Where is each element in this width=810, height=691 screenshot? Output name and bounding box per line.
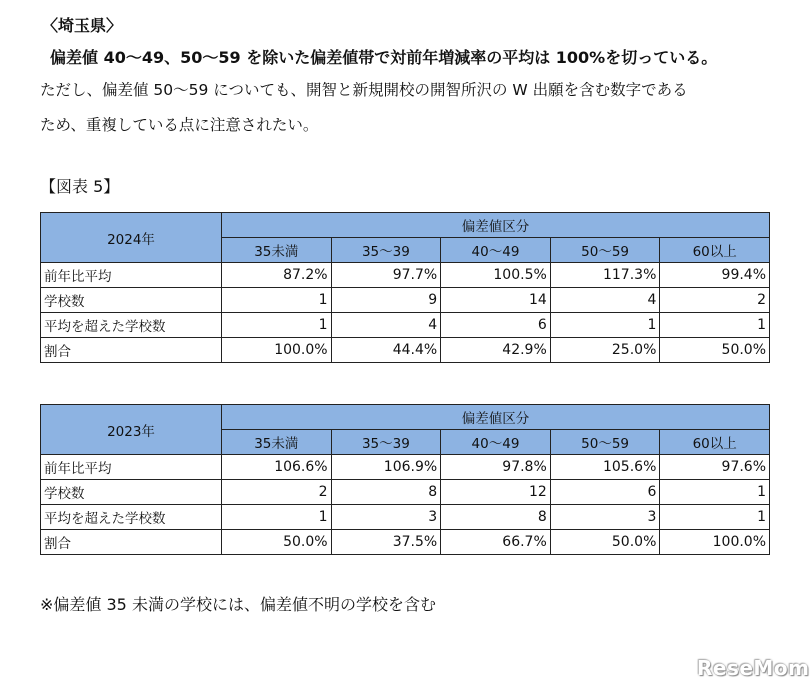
table-header-row <box>41 405 770 430</box>
category-header: 50〜59 <box>550 238 660 263</box>
table-cell: 105.6% <box>550 455 660 480</box>
table-cell: 97.7% <box>331 263 441 288</box>
year-header: 2023年 <box>41 405 222 455</box>
table-cell: 4 <box>550 288 660 313</box>
table-row <box>41 313 770 338</box>
table-cell: 2 <box>660 288 770 313</box>
footnote: ※偏差値 35 未満の学校には、偏差値不明の学校を含む <box>40 595 436 614</box>
figure-label: 【図表 5】 <box>40 177 120 196</box>
row-label: 平均を超えた学校数 <box>41 505 222 530</box>
table-cell: 106.6% <box>222 455 332 480</box>
table-cell: 117.3% <box>550 263 660 288</box>
table-row <box>41 455 770 480</box>
row-label: 学校数 <box>41 480 222 505</box>
table-row <box>41 263 770 288</box>
table-cell: 1 <box>222 313 332 338</box>
table-cell: 97.8% <box>441 455 551 480</box>
table-2024 <box>40 212 770 363</box>
category-header: 35〜39 <box>331 238 441 263</box>
table-cell: 99.4% <box>660 263 770 288</box>
table-cell: 50.0% <box>550 530 660 555</box>
row-label: 割合 <box>41 338 222 363</box>
category-header: 35〜39 <box>331 430 441 455</box>
category-header: 40〜49 <box>441 430 551 455</box>
table-cell: 1 <box>660 313 770 338</box>
table-row <box>41 530 770 555</box>
table-cell: 100.5% <box>441 263 551 288</box>
table-cell: 12 <box>441 480 551 505</box>
table-cell: 100.0% <box>222 338 332 363</box>
table-cell: 3 <box>331 505 441 530</box>
table-cell: 97.6% <box>660 455 770 480</box>
category-header: 40〜49 <box>441 238 551 263</box>
table-cell: 42.9% <box>441 338 551 363</box>
row-label: 割合 <box>41 530 222 555</box>
table-cell: 14 <box>441 288 551 313</box>
table-row <box>41 505 770 530</box>
row-label: 学校数 <box>41 288 222 313</box>
table-cell: 44.4% <box>331 338 441 363</box>
row-label: 前年比平均 <box>41 263 222 288</box>
body-text-line-2: ため、重複している点に注意されたい。 <box>40 116 319 134</box>
table-cell: 1 <box>222 505 332 530</box>
category-header: 35未満 <box>222 430 332 455</box>
table-cell: 1 <box>550 313 660 338</box>
table-cell: 106.9% <box>331 455 441 480</box>
table-cell: 100.0% <box>660 530 770 555</box>
lead-sentence: 偏差値 40〜49、50〜59 を除いた偏差値帯で対前年増減率の平均は 100%を切っている。 <box>50 48 718 67</box>
table-row <box>41 480 770 505</box>
year-header: 2024年 <box>41 213 222 263</box>
table-cell: 87.2% <box>222 263 332 288</box>
table-row <box>41 338 770 363</box>
row-label: 前年比平均 <box>41 455 222 480</box>
table-row <box>41 288 770 313</box>
table-cell: 66.7% <box>441 530 551 555</box>
table-cell: 50.0% <box>222 530 332 555</box>
category-header: 50〜59 <box>550 430 660 455</box>
table-cell: 9 <box>331 288 441 313</box>
resemom-logo: ReseMom <box>697 656 810 680</box>
table-cell: 4 <box>331 313 441 338</box>
table-cell: 25.0% <box>550 338 660 363</box>
category-header: 60以上 <box>660 238 770 263</box>
group-header: 偏差値区分 <box>222 405 770 430</box>
table-header-row <box>41 213 770 238</box>
table-2023 <box>40 404 770 555</box>
section-heading: 〈埼玉県〉 <box>42 16 123 35</box>
row-label: 平均を超えた学校数 <box>41 313 222 338</box>
group-header: 偏差値区分 <box>222 213 770 238</box>
table-cell: 2 <box>222 480 332 505</box>
body-text-line-1: ただし、偏差値 50〜59 についても、開智と新規開校の開智所沢の W 出願を含む数字である <box>40 81 688 99</box>
table-cell: 8 <box>441 505 551 530</box>
category-header: 60以上 <box>660 430 770 455</box>
table-cell: 8 <box>331 480 441 505</box>
table-cell: 3 <box>550 505 660 530</box>
table-cell: 6 <box>550 480 660 505</box>
table-cell: 6 <box>441 313 551 338</box>
table-cell: 50.0% <box>660 338 770 363</box>
table-cell: 1 <box>660 480 770 505</box>
table-cell: 37.5% <box>331 530 441 555</box>
table-cell: 1 <box>222 288 332 313</box>
category-header: 35未満 <box>222 238 332 263</box>
table-cell: 1 <box>660 505 770 530</box>
